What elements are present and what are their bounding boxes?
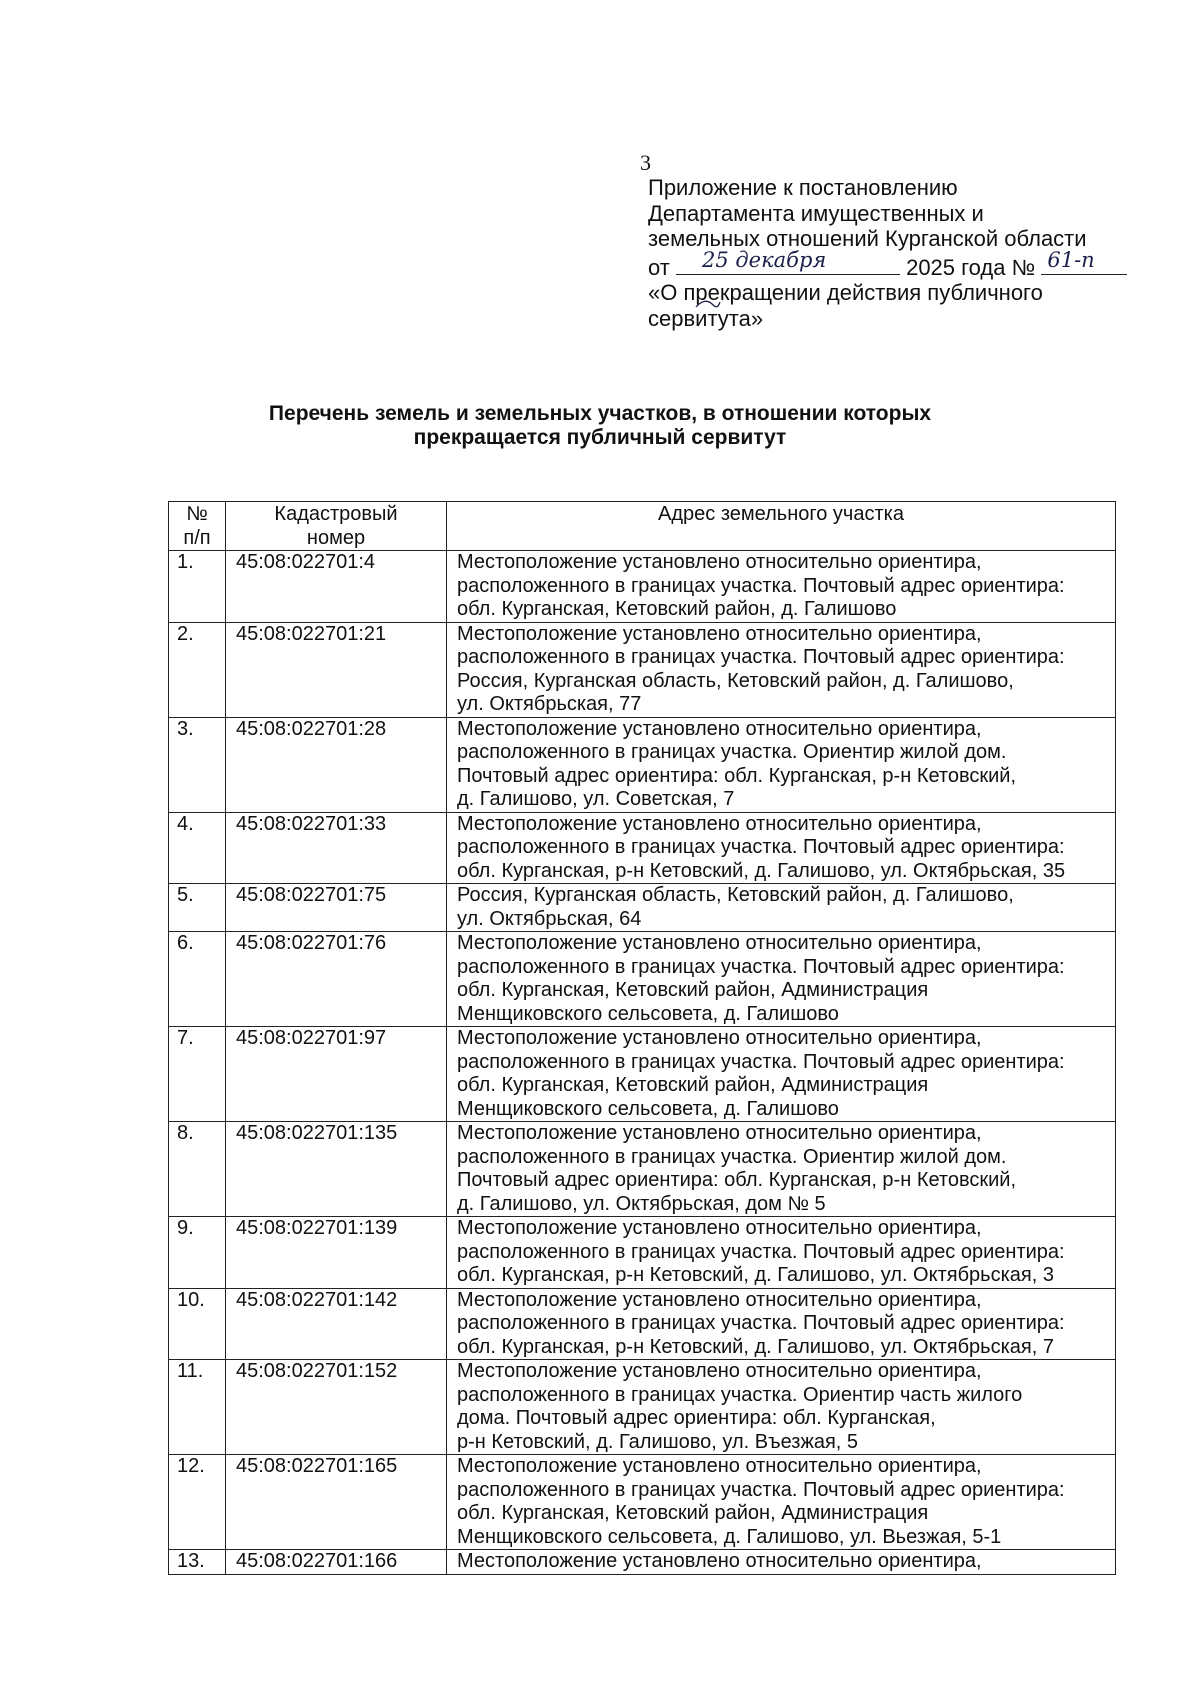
plot-address (447, 1122, 1116, 1217)
address-line: расположенного в границах участка. Ориентир жилой дом. (457, 741, 1007, 763)
plot-address (447, 1455, 1116, 1550)
address-line: обл. Курганская, Кетовский район, Администрация (457, 1502, 929, 1524)
address-line: Менщиковского сельсовета, д. Галишово (457, 1097, 839, 1120)
address-line: обл. Курганская, Кетовский район, д. Галишово (457, 598, 897, 620)
header-number-line2: п/п (183, 527, 211, 549)
plot-address (447, 551, 1116, 623)
address-line: Почтовый адрес ориентира: обл. Курганская, р-н Кетовский, (457, 764, 1017, 787)
row-number: 13. (169, 1550, 226, 1575)
address-line: д. Галишово, ул. Октябрьская, дом № 5 (457, 1192, 826, 1215)
plot-address (447, 622, 1116, 717)
plot-address (447, 1550, 1116, 1575)
row-number: 7. (169, 1027, 226, 1122)
plot-address (447, 1217, 1116, 1289)
address-line: Местоположение установлено относительно ориентира, (457, 1027, 982, 1049)
cadastral-number: 45:08:022701:33 (226, 812, 447, 884)
address-line: дома. Почтовый адрес ориентира: обл. Курганская, (457, 1407, 936, 1429)
appendix-line: Приложение к постановлению (648, 175, 958, 200)
cadastral-number: 45:08:022701:4 (226, 551, 447, 623)
title-line: прекращается публичный сервитут (413, 426, 787, 449)
table-row (169, 1455, 1116, 1550)
address-line: р-н Кетовский, д. Галишово, ул. Въезжая, 5 (457, 1430, 859, 1453)
table-header-row (169, 502, 1116, 551)
table-row (169, 622, 1116, 717)
appendix-header (648, 175, 1168, 331)
row-number: 8. (169, 1122, 226, 1217)
address-line: Местоположение установлено относительно ориентира, (457, 1455, 982, 1477)
appendix-line: сервитута» (648, 305, 764, 331)
address-line: Местоположение установлено относительно ориентира, (457, 812, 982, 835)
handwritten-number: 61-п (1047, 247, 1095, 272)
cadastral-number: 45:08:022701:139 (226, 1217, 447, 1289)
address-line: д. Галишово, ул. Советская, 7 (457, 788, 735, 810)
appendix-line: земельных отношений Курганской области (648, 226, 1087, 251)
address-line: ул. Октябрьская, 77 (457, 693, 642, 715)
address-line: обл. Курганская, р-н Кетовский, д. Галишово, ул. Октябрьская, 35 (457, 859, 1066, 882)
cadastral-number: 45:08:022701:165 (226, 1455, 447, 1550)
cadastral-number: 45:08:022701:152 (226, 1360, 447, 1455)
row-number: 3. (169, 717, 226, 812)
address-line: Местоположение установлено относительно ориентира, (457, 717, 982, 740)
plot-address (447, 884, 1116, 932)
date-year: 2025 года № (906, 254, 1036, 280)
table-row (169, 1027, 1116, 1122)
title-line: Перечень земель и земельных участков, в отношении которых (268, 402, 932, 425)
address-line: Почтовый адрес ориентира: обл. Курганская, р-н Кетовский, (457, 1169, 1017, 1191)
address-line: расположенного в границах участка. Почтовый адрес ориентира: (457, 1312, 1065, 1334)
address-line: обл. Курганская, Кетовский район, Администрация (457, 979, 929, 1001)
handwritten-date: 25 декабря (701, 247, 827, 272)
plot-address (447, 1288, 1116, 1360)
header-address-label: Адрес земельного участка (658, 503, 904, 525)
date-prefix: от (648, 254, 670, 280)
cadastral-number: 45:08:022701:166 (226, 1550, 447, 1575)
address-line: Местоположение установлено относительно ориентира, (457, 932, 982, 954)
row-number: 10. (169, 1288, 226, 1360)
address-line: Россия, Курганская область, Кетовский район, д. Галишово, (457, 669, 1014, 692)
row-number: 1. (169, 551, 226, 623)
address-line: Местоположение установлено относительно ориентира, (457, 622, 982, 645)
table-row (169, 1360, 1116, 1455)
plot-address (447, 1027, 1116, 1122)
cadastral-number: 45:08:022701:28 (226, 717, 447, 812)
cadastral-number: 45:08:022701:142 (226, 1288, 447, 1360)
document-title (180, 402, 1020, 450)
date-fill-line (676, 247, 900, 275)
address-line: Местоположение установлено относительно ориентира, (457, 1122, 982, 1144)
cadastral-number: 45:08:022701:76 (226, 932, 447, 1027)
address-line: расположенного в границах участка. Ориентир часть жилого (457, 1383, 1023, 1406)
address-line: Местоположение установлено относительно ориентира, (457, 1217, 982, 1239)
page-number: 3 (640, 150, 651, 175)
table-row (169, 932, 1116, 1027)
table-row (169, 812, 1116, 884)
address-line: Менщиковского сельсовета, д. Галишово, ул. Вьезжая, 5-1 (457, 1525, 1002, 1548)
cadastral-number: 45:08:022701:135 (226, 1122, 447, 1217)
header-cadastral-line2: номер (306, 527, 366, 549)
address-line: обл. Курганская, р-н Кетовский, д. Галишово, ул. Октябрьская, 3 (457, 1264, 1054, 1286)
plot-address (447, 1360, 1116, 1455)
address-line: расположенного в границах участка. Почтовый адрес ориентира: (457, 1478, 1065, 1501)
address-line: Местоположение установлено относительно ориентира, (457, 1550, 982, 1572)
table-row (169, 717, 1116, 812)
address-line: расположенного в границах участка. Ориентир жилой дом. (457, 1145, 1007, 1168)
address-line: Местоположение установлено относительно ориентира, (457, 1360, 982, 1382)
table-row (169, 884, 1116, 932)
table-row (169, 551, 1116, 623)
address-line: расположенного в границах участка. Почтовый адрес ориентира: (457, 1240, 1065, 1263)
address-line: ул. Октябрьская, 64 (457, 907, 642, 930)
header-cadastral-line1: Кадастровый (274, 503, 398, 525)
header-address (447, 502, 1116, 551)
appendix-date-line (648, 247, 1168, 281)
row-number: 9. (169, 1217, 226, 1289)
row-number: 2. (169, 622, 226, 717)
address-line: Местоположение установлено относительно ориентира, (457, 551, 982, 573)
header-number-line1: № (186, 503, 208, 525)
table-body (169, 551, 1116, 1575)
row-number: 5. (169, 884, 226, 932)
header-cadastral (226, 502, 447, 551)
pen-mark-icon (694, 298, 722, 310)
plot-address (447, 932, 1116, 1027)
address-line: расположенного в границах участка. Почтовый адрес ориентира: (457, 1050, 1065, 1073)
land-plots-table (168, 501, 1116, 1575)
appendix-line: Департамента имущественных и (648, 200, 984, 226)
table-row (169, 1288, 1116, 1360)
address-line: Россия, Курганская область, Кетовский район, д. Галишово, (457, 884, 1014, 906)
address-line: обл. Курганская, Кетовский район, Администрация (457, 1074, 929, 1096)
appendix-line: «О прекращении действия публичного (648, 280, 1043, 305)
address-line: Местоположение установлено относительно ориентира, (457, 1288, 982, 1311)
header-number (169, 502, 226, 551)
cadastral-number: 45:08:022701:21 (226, 622, 447, 717)
row-number: 12. (169, 1455, 226, 1550)
plot-address (447, 717, 1116, 812)
address-line: обл. Курганская, р-н Кетовский, д. Галишово, ул. Октябрьская, 7 (457, 1335, 1054, 1358)
table-row (169, 1122, 1116, 1217)
address-line: расположенного в границах участка. Почтовый адрес ориентира: (457, 836, 1065, 858)
address-line: Менщиковского сельсовета, д. Галишово (457, 1002, 839, 1025)
address-line: расположенного в границах участка. Почтовый адрес ориентира: (457, 574, 1065, 597)
row-number: 6. (169, 932, 226, 1027)
address-line: расположенного в границах участка. Почтовый адрес ориентира: (457, 955, 1065, 978)
cadastral-number: 45:08:022701:97 (226, 1027, 447, 1122)
table-row (169, 1217, 1116, 1289)
row-number: 11. (169, 1360, 226, 1455)
number-fill-line (1041, 247, 1127, 275)
cadastral-number: 45:08:022701:75 (226, 884, 447, 932)
address-line: расположенного в границах участка. Почтовый адрес ориентира: (457, 646, 1065, 668)
row-number: 4. (169, 812, 226, 884)
table-row (169, 1550, 1116, 1575)
plot-address (447, 812, 1116, 884)
